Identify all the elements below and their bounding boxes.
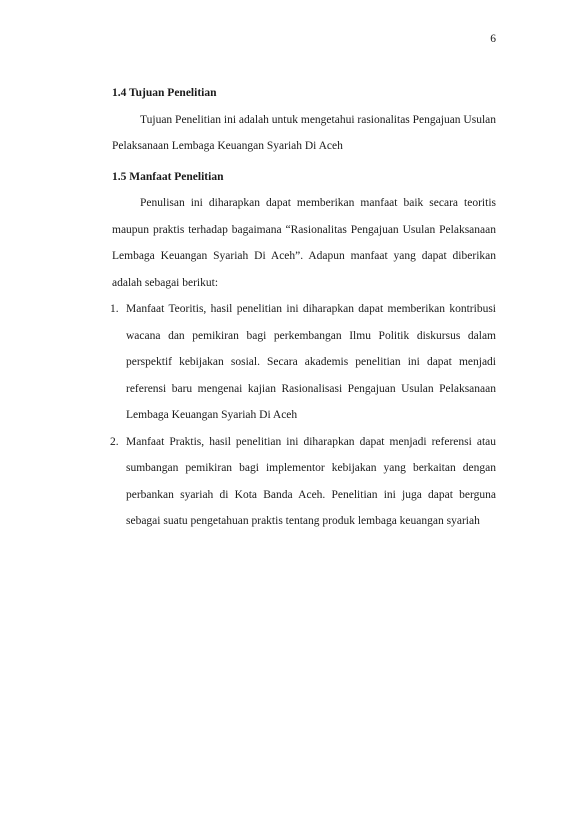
paragraph-tujuan: Tujuan Penelitian ini adalah untuk mengetahui rasionalitas Pengajuan Usulan Pelaksanaan Lembaga Keuangan Syariah Di Aceh [112,113,497,152]
list-item [112,429,496,535]
list-item-text: Manfaat Teoritis, hasil penelitian ini diharapkan dapat memberikan kontribusi wacana dan pemikiran bagi perkembangan Ilmu Politik diskursus dalam perspektif kebijakan sosial. Secara akademis penelitian ini dapat menjadi referensi baru mengenai kajian Rasionalisasi Pengajuan Usulan Pelaksanaan Lembaga Keuangan Syariah Di Aceh [126,303,496,421]
page-content [112,80,496,535]
list-item [112,296,496,429]
section-title-tujuan: 1.4 Tujuan Penelitian [112,87,217,99]
paragraph-manfaat: Penulisan ini diharapkan dapat memberikan manfaat baik secara teoritis maupun praktis terhadap bagaimana “Rasionalitas Pengajuan Usulan Pelaksanaan Lembaga Keuangan Syariah Di Aceh”. Adapun manfaat yang dapat diberikan adalah sebagai berikut: [112,197,496,289]
section-title-manfaat: 1.5 Manfaat Penelitian [112,170,224,183]
list-item-text: Manfaat Praktis, hasil penelitian ini diharapkan dapat menjadi referensi atau sumbangan pemikiran bagi implementor kebijakan yang berkaitan dengan perbankan syariah di Kota Banda Aceh. Penelitian ini juga dapat berguna sebagai suatu pengetahuan praktis tentang produk lembaga keuangan syariah [126,435,496,527]
list-item-number: 1. [110,303,119,315]
page-number: 6 [490,33,496,45]
benefit-list [112,296,496,535]
list-item-number: 2. [110,435,119,448]
